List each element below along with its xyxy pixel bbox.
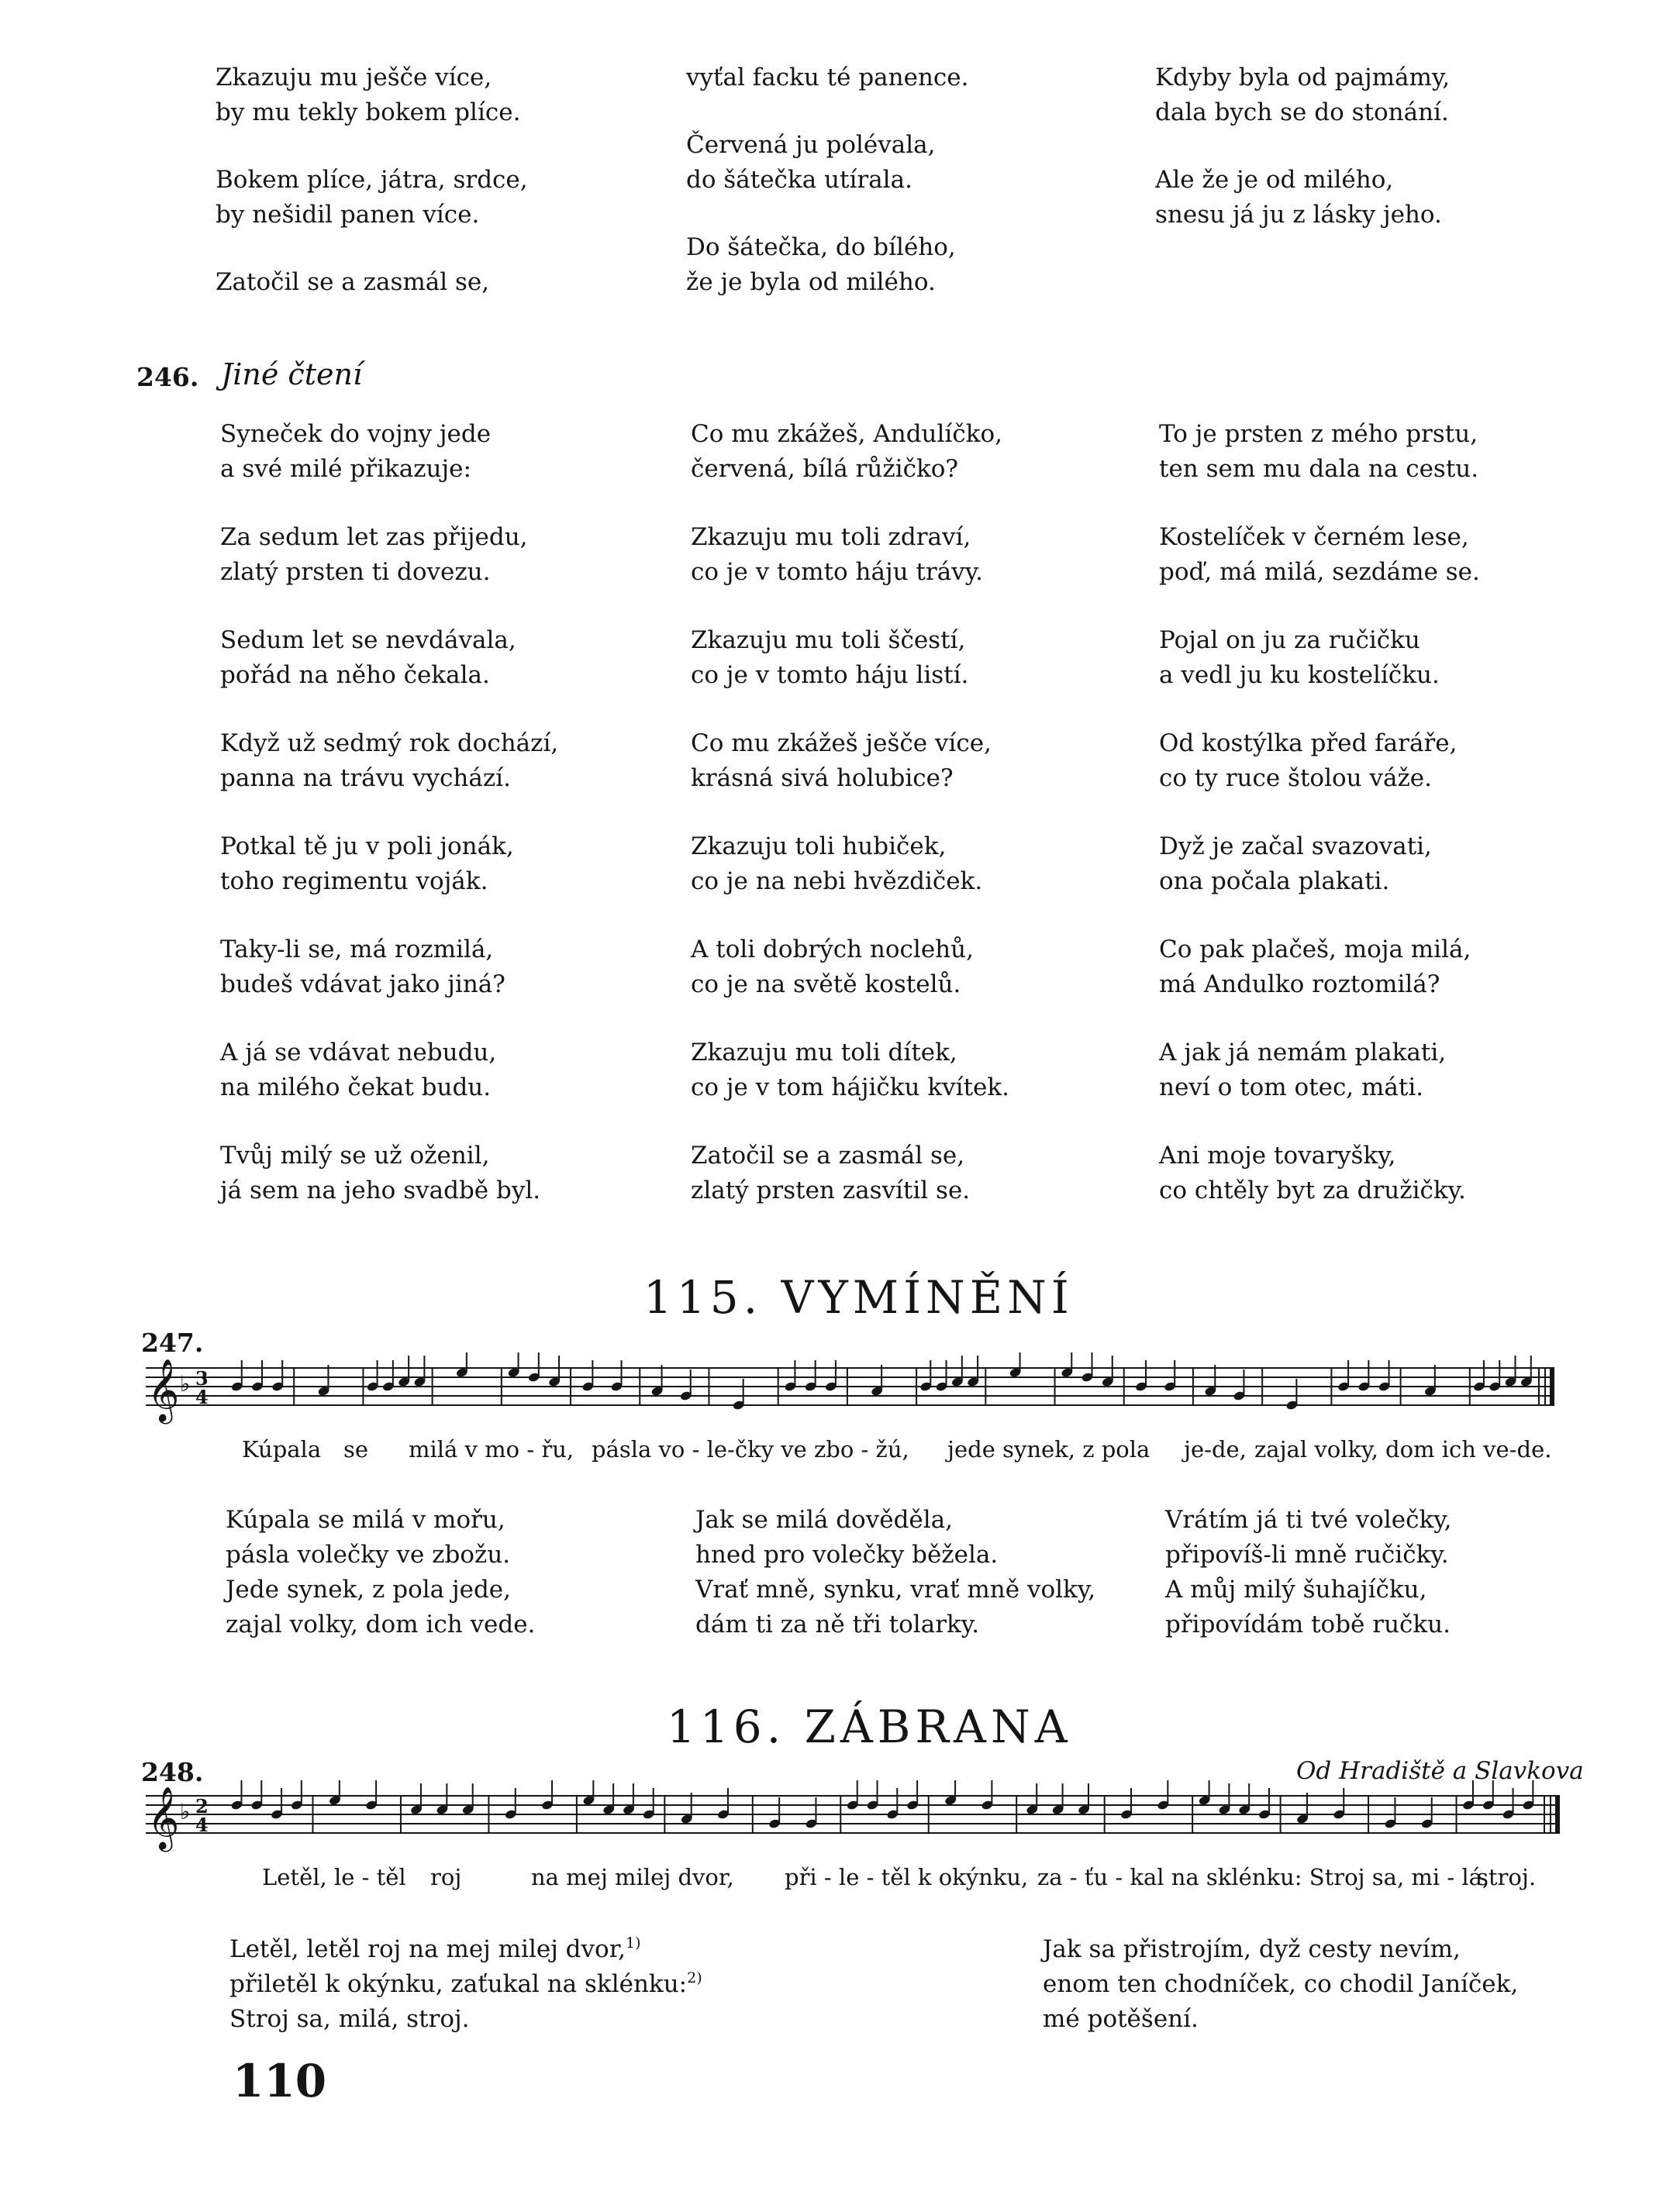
verse-line: mé potěšení.	[1043, 2005, 1199, 2033]
verse-line: co ty ruce štolou váže.	[1159, 764, 1433, 792]
stanza	[220, 726, 558, 796]
verse-line: Jak se milá dověděla,	[695, 1506, 954, 1534]
verse-line: a své milé přikazuje:	[220, 455, 471, 483]
verse-line: by nešidil panen více.	[216, 201, 480, 229]
verse-line: Vrátím já ti tvé volečky,	[1165, 1506, 1452, 1534]
stanza	[691, 932, 974, 1002]
verse-line: co chtěly byt za družičky.	[1159, 1177, 1466, 1204]
verse-line	[229, 1932, 702, 1967]
verse-line: Vrať mně, synku, vrať mně volky,	[695, 1576, 1096, 1604]
stanza	[695, 1503, 1095, 1642]
stanza	[216, 163, 528, 233]
verse-line: připovíš-li mně ručičky.	[1165, 1541, 1449, 1569]
stanza	[220, 1139, 540, 1208]
stanza	[220, 623, 516, 693]
treble-clef-icon	[147, 1358, 179, 1424]
stanza	[220, 932, 505, 1002]
svg-text:♭: ♭	[180, 1799, 191, 1824]
melody-number: 248.	[141, 1757, 204, 1787]
verse-line: krásná sivá holubice?	[691, 764, 954, 792]
verse-line: Pojal on ju za ručičku	[1159, 626, 1420, 654]
key-signature-flat-icon	[180, 1371, 190, 1397]
page-number: 110	[233, 2055, 327, 2107]
melody-notes	[230, 1780, 1544, 1833]
verse-line: Co mu zkážeš ješče více,	[691, 729, 992, 757]
stanza	[1043, 1932, 1518, 2037]
time-signature-bottom: 4	[195, 1814, 209, 1836]
verse-line: Jak sa přistrojím, dyž cesty nevím,	[1043, 1935, 1461, 1963]
verse-line: dala bych se do stonání.	[1155, 98, 1449, 126]
treble-clef-icon	[147, 1786, 179, 1852]
stanza	[220, 520, 528, 590]
verse-line: A můj milý šuhajíčku,	[1165, 1576, 1427, 1604]
song-origin: Od Hradiště a Slavkova	[1296, 1757, 1584, 1785]
verse-line: pásla volečky ve zbožu.	[226, 1541, 511, 1569]
stanza	[229, 1932, 702, 2037]
lyric-syllables: Kúpala	[242, 1436, 322, 1463]
verse-line: enom ten chodníček, co chodil Janíček,	[1043, 1970, 1519, 1998]
verse-line: Za sedum let zas přijedu,	[220, 523, 528, 551]
verse-line	[229, 1967, 702, 2002]
lyric-syllables: na mej milej dvor,	[531, 1864, 734, 1890]
verse-line: panna na trávu vychází.	[220, 764, 511, 792]
lyric-syllables: pásla vo - le-čky ve zbo - žú,	[592, 1436, 909, 1463]
verse-line: zlatý prsten ti dovezu.	[220, 558, 491, 586]
stanza	[691, 1139, 970, 1208]
variant-number: 246.	[136, 362, 199, 392]
stanza	[691, 1035, 1009, 1105]
footnote-mark: 1)	[625, 1935, 641, 1952]
stanza	[1159, 726, 1457, 796]
verse-line: Zkazuju mu ješče více,	[216, 64, 492, 91]
stanza	[691, 623, 968, 693]
stanza	[686, 60, 968, 95]
verse-line: já sem na jeho svadbě byl.	[220, 1177, 541, 1204]
verse-text: Letěl, letěl roj na mej milej dvor,	[229, 1935, 626, 1963]
stanza	[1159, 932, 1471, 1002]
verse-line: pořád na něho čekala.	[220, 661, 490, 689]
verse-line: Kdyby byla od pajmámy,	[1155, 64, 1451, 91]
stanza	[691, 726, 992, 796]
verse-line: A já se vdávat nebudu,	[220, 1039, 497, 1066]
verse-line: hned pro volečky běžela.	[695, 1541, 999, 1569]
verse-line: Potkal tě ju v poli jonák,	[220, 832, 514, 860]
lyric-syllables: Letěl, le - těl	[262, 1864, 406, 1890]
time-signature-top: 2	[195, 1795, 209, 1817]
lyric-syllables: je-de,	[1184, 1436, 1247, 1463]
verse-line: Ale že je od milého,	[1155, 166, 1394, 194]
time-signature-bottom: 4	[195, 1386, 209, 1408]
song-title: 115. VYMÍNĚNÍ	[643, 1271, 1074, 1324]
verse-line: Co pak plačeš, moja milá,	[1159, 935, 1471, 963]
lyric-syllables: roj	[430, 1864, 462, 1890]
verse-line: zajal volky, dom ich vede.	[226, 1611, 536, 1638]
verse-line: A jak já nemám plakati,	[1159, 1039, 1447, 1066]
verse-line: Syneček do vojny jede	[220, 420, 492, 448]
verse-line: a vedl ju ku kostelíčku.	[1159, 661, 1440, 689]
stanza	[1159, 829, 1432, 899]
song-title: 116. ZÁBRANA	[667, 1700, 1072, 1753]
verse-line: Červená ju polévala,	[686, 131, 936, 159]
stanza	[220, 829, 514, 899]
verse-line: Kúpala se milá v mořu,	[226, 1506, 505, 1534]
verse-line: poď, má milá, sezdáme se.	[1159, 558, 1480, 586]
stanza	[226, 1503, 535, 1642]
stanza	[220, 417, 491, 487]
verse-line: ona počala plakati.	[1159, 867, 1390, 895]
verse-line: ten sem mu dala na cestu.	[1159, 455, 1479, 483]
verse-line: Do šátečka, do bílého,	[686, 233, 956, 261]
stanza	[1165, 1503, 1452, 1642]
verse-line: má Andulko roztomilá?	[1159, 970, 1440, 998]
verse-line: do šátečka utírala.	[686, 166, 912, 194]
verse-line: na milého čekat budu.	[220, 1073, 492, 1101]
stanza	[216, 265, 489, 300]
footnote-mark: 2)	[687, 1969, 702, 1986]
lyric-syllables: při - le - těl k okýnku,	[785, 1864, 1029, 1890]
lyric-syllables: jede synek, z pola	[947, 1436, 1150, 1463]
stanza	[220, 1035, 496, 1105]
verse-line: Zkazuju mu toli ščestí,	[691, 626, 966, 654]
verse-line: červená, bílá růžičko?	[691, 455, 959, 483]
key-signature-flat-icon	[180, 1799, 190, 1824]
verse-line: Zatočil se a zasmál se,	[216, 268, 490, 296]
melody-notes	[230, 1352, 1539, 1411]
verse-text: přiletěl k okýnku, zaťukal na sklénku:	[229, 1970, 688, 1998]
verse-line: Zatočil se a zasmál se,	[691, 1142, 965, 1170]
verse-line: Ani moje tovaryšky,	[1159, 1142, 1396, 1170]
verse-line: co je v tomto háju listí.	[691, 661, 969, 689]
time-signature-top: 3	[195, 1367, 209, 1390]
verse-line: připovídám tobě ručku.	[1165, 1611, 1451, 1638]
verse-line: budeš vdávat jako jiná?	[220, 970, 505, 998]
variant-heading: Jiné čtení	[221, 357, 363, 391]
verse-line: A toli dobrých noclehů,	[691, 935, 974, 963]
verse-line: dám ti za ně tři tolarky.	[695, 1611, 980, 1638]
verse-line: Bokem plíce, játra, srdce,	[216, 166, 528, 194]
verse-line: Zkazuju mu toli zdraví,	[691, 523, 971, 551]
verse-line: Jede synek, z pola jede,	[226, 1576, 511, 1604]
lyric-syllables: stroj.	[1477, 1864, 1537, 1890]
stanza	[686, 128, 936, 198]
stanza	[691, 829, 982, 899]
stanza	[1159, 1035, 1446, 1105]
stanza	[691, 417, 1002, 487]
stanza	[691, 520, 983, 590]
lyric-syllables: zajal volky, dom ich ve-de.	[1254, 1436, 1552, 1463]
stanza	[1155, 60, 1450, 130]
verse-line: zlatý prsten zasvítil se.	[691, 1177, 971, 1204]
verse-line: vyťal facku té panence.	[686, 64, 969, 91]
verse-line: by mu tekly bokem plíce.	[216, 98, 521, 126]
lyric-syllables: se	[343, 1436, 369, 1463]
verse-line: Taky-li se, má rozmilá,	[220, 935, 494, 963]
verse-line: Zkazuju toli hubiček,	[691, 832, 947, 860]
stanza	[686, 230, 956, 300]
verse-line: co je v tomto háju trávy.	[691, 558, 983, 586]
stanza	[1159, 520, 1480, 590]
stanza	[1159, 417, 1478, 487]
verse-line: To je prsten z mého prstu,	[1159, 420, 1478, 448]
svg-text:𝄞: 𝄞	[147, 1786, 180, 1849]
verse-line: co je na nebi hvězdiček.	[691, 867, 983, 895]
verse-line: co je na světě kostelů.	[691, 970, 961, 998]
verse-line: co je v tom hájičku kvítek.	[691, 1073, 1010, 1101]
verse-line: Stroj sa, milá, stroj.	[229, 2005, 470, 2033]
lyric-syllables: za - ťu - kal na sklénku: Stroj sa, mi - lá,	[1037, 1864, 1490, 1890]
stanza	[1159, 1139, 1466, 1208]
verse-line: že je byla od milého.	[686, 268, 936, 296]
verse-line: snesu já ju z lásky jeho.	[1155, 201, 1442, 229]
stanza	[1159, 623, 1440, 693]
verse-line: Tvůj milý se už oženil,	[220, 1142, 490, 1170]
stanza	[1155, 163, 1442, 233]
verse-line: toho regimentu voják.	[220, 867, 488, 895]
verse-line: Od kostýlka před faráře,	[1159, 729, 1457, 757]
verse-line: Sedum let se nevdávala,	[220, 626, 516, 654]
stanza	[216, 60, 520, 130]
verse-line: Kostelíček v černém lese,	[1159, 523, 1469, 551]
svg-text:♭: ♭	[180, 1371, 191, 1397]
verse-line: Dyž je začal svazovati,	[1159, 832, 1432, 860]
verse-line: Co mu zkážeš, Andulíčko,	[691, 420, 1003, 448]
verse-line: Zkazuju mu toli dítek,	[691, 1039, 957, 1066]
melody-number: 247.	[141, 1328, 204, 1358]
verse-line: neví o tom otec, máti.	[1159, 1073, 1424, 1101]
lyric-syllables: milá v mo - řu,	[409, 1436, 574, 1463]
svg-text:𝄞: 𝄞	[147, 1358, 180, 1421]
verse-line: Když už sedmý rok dochází,	[220, 729, 559, 757]
